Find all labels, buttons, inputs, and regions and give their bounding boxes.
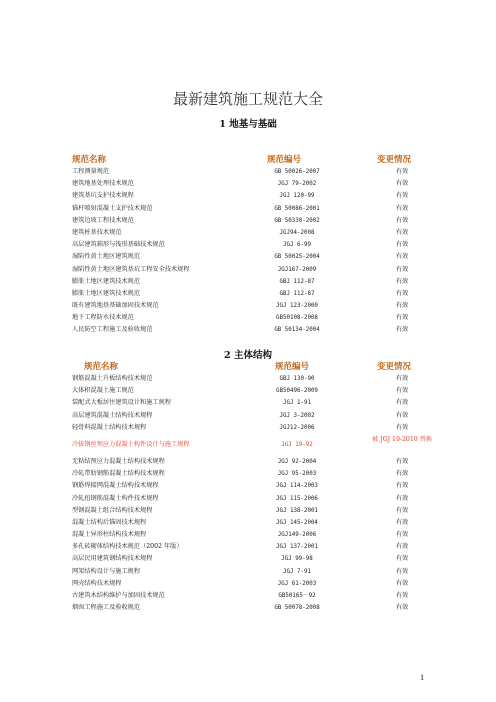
table-structure xyxy=(72,360,432,614)
table-row xyxy=(72,300,432,312)
section-title-foundation: 1 地基与基础 xyxy=(219,119,277,130)
spec-status: 有效 xyxy=(395,314,409,322)
spec-name: 钢筋混凝土升板结构技术规范 xyxy=(72,375,153,382)
table-row xyxy=(72,468,432,480)
table-row xyxy=(72,203,432,215)
spec-code: JGJ94-2008 xyxy=(279,229,315,236)
spec-status: 有效 xyxy=(395,494,409,502)
table-foundation xyxy=(72,153,432,337)
table-row xyxy=(72,434,432,456)
spec-code: JGJ 123-2000 xyxy=(276,303,318,310)
spec-name: 混凝土结构后锚固技术规程 xyxy=(72,518,147,526)
spec-name: 工程测量规范 xyxy=(72,168,110,175)
spec-status: 有效 xyxy=(395,604,409,612)
spec-code: JGJ 92-2004 xyxy=(277,458,317,465)
spec-name: 网壳结构技术规程 xyxy=(72,579,122,587)
section-title-structure: 2 主体结构 xyxy=(224,350,272,361)
spec-status: 有效 xyxy=(395,592,409,599)
spec-code: GB50496-2009 xyxy=(276,388,318,395)
spec-status: 有效 xyxy=(395,204,409,212)
spec-name: 既有建筑地基基础加固技术规范 xyxy=(72,302,159,310)
spec-status: 有效 xyxy=(395,168,409,175)
spec-code: JGJ 115-2006 xyxy=(276,495,318,502)
table-row xyxy=(72,178,432,190)
table-body xyxy=(72,373,432,614)
spec-name: 型钢混凝土组合结构技术规程 xyxy=(72,506,153,514)
spec-name: 高层建筑箱形与筏形基础技术规范 xyxy=(72,241,165,249)
spec-name: 混凝土异形柱结构技术规程 xyxy=(72,531,147,539)
table-row xyxy=(72,410,432,422)
header-code: 规范编号 xyxy=(267,155,302,165)
spec-name: 膨胀土地区建筑技术规范 xyxy=(72,277,141,285)
header-name: 规范名称 xyxy=(72,155,107,165)
spec-status: 有效 xyxy=(395,289,409,297)
spec-status: 有效 xyxy=(395,302,409,310)
spec-code: GB 50330-2002 xyxy=(274,217,320,224)
table-row xyxy=(72,480,432,492)
header-code: 规范编号 xyxy=(275,362,310,372)
spec-name: 冷拔钢丝预应力混凝土构件设计与施工规程 xyxy=(72,440,190,448)
spec-status: 有效 xyxy=(395,180,409,188)
spec-code: GB50108-2008 xyxy=(276,315,318,322)
spec-name: 大体积混凝土施工规范 xyxy=(72,387,134,395)
spec-name: 建筑桩基技术规范 xyxy=(72,228,122,236)
spec-status: 有效 xyxy=(395,277,409,285)
spec-name: 湿陷性黄土地区建筑规范 xyxy=(72,253,141,261)
page-number: 1 xyxy=(420,674,425,682)
table-row xyxy=(72,385,432,397)
header-status: 变更情况 xyxy=(377,362,412,372)
spec-code: JGJ 120-99 xyxy=(279,193,315,200)
spec-code: JGJ 19-92 xyxy=(281,441,313,448)
spec-code: JGJ 95-2003 xyxy=(277,471,317,478)
spec-code: JGJ167-2009 xyxy=(277,266,317,273)
document-title: 最新建筑施工规范大全 xyxy=(172,90,323,108)
table-row xyxy=(72,190,432,202)
table-row xyxy=(72,276,432,288)
table-row xyxy=(72,541,432,553)
table-row xyxy=(72,590,432,602)
spec-name: 冷轧扭钢筋混凝土构件技术规程 xyxy=(72,494,159,502)
spec-code: GB 50134-2004 xyxy=(274,327,320,334)
spec-code: GB 50026-2007 xyxy=(274,169,320,175)
spec-status: 有效 xyxy=(395,567,409,575)
spec-code: GB 50078-2008 xyxy=(274,605,320,612)
header-status: 变更情况 xyxy=(377,155,412,165)
spec-code: JGJ 1-91 xyxy=(283,400,311,407)
spec-name: 装配式大板居住建筑设计和施工规程 xyxy=(72,399,171,407)
spec-name: 无粘结预应力混凝土结构技术规程 xyxy=(72,457,165,465)
spec-name: 地下工程防水技术规范 xyxy=(72,314,134,322)
table-row xyxy=(72,227,432,239)
spec-status: 有效 xyxy=(395,265,409,273)
spec-name: 人民防空工程施工及验收规范 xyxy=(72,326,153,334)
table-row xyxy=(72,373,432,385)
table-row xyxy=(72,493,432,505)
table-row xyxy=(72,602,432,614)
spec-status: 有效 xyxy=(395,399,409,407)
spec-status: 有效 xyxy=(395,543,409,551)
spec-name: 湿陷性黄土地区建筑基坑工程安全技术规程 xyxy=(72,265,190,273)
table-row xyxy=(72,517,432,529)
spec-code: GBJ 112-87 xyxy=(279,290,315,297)
spec-name: 建筑基坑支护技术规程 xyxy=(72,192,134,200)
spec-status: 有效 xyxy=(395,241,409,249)
spec-status: 有效 xyxy=(395,457,409,465)
spec-status: 有效 xyxy=(395,506,409,514)
table-row xyxy=(72,324,432,336)
table-header xyxy=(72,360,432,373)
table-row xyxy=(72,288,432,300)
spec-code: GB 50086-2001 xyxy=(274,205,320,212)
table-row xyxy=(72,312,432,324)
spec-code: JGJ 99-98 xyxy=(281,556,313,563)
spec-code: JGJ 138-2001 xyxy=(276,507,318,514)
header-name: 规范名称 xyxy=(84,362,119,372)
spec-status: 有效 xyxy=(395,375,409,382)
spec-name: 锚杆喷射混凝土支护技术规范 xyxy=(72,204,153,212)
table-row xyxy=(72,166,432,178)
spec-code: GBJ 130-90 xyxy=(279,376,315,382)
spec-status: 有效 xyxy=(395,555,409,563)
spec-name: 高层建筑混凝土结构技术规程 xyxy=(72,411,153,419)
table-row xyxy=(72,397,432,409)
spec-status: 有效 xyxy=(395,216,409,224)
spec-status: 有效 xyxy=(395,470,409,478)
table-row xyxy=(72,456,432,468)
spec-code: JGJ 137-2001 xyxy=(276,544,318,551)
spec-name: 膨胀土地区建筑技术规范 xyxy=(72,289,141,297)
spec-name: 高层民用建筑钢结构技术规程 xyxy=(72,555,153,563)
table-row xyxy=(72,251,432,263)
spec-name: 钢筋焊接网混凝土结构技术规程 xyxy=(72,482,159,490)
spec-code: JGJ12-2006 xyxy=(279,424,315,431)
table-row xyxy=(72,529,432,541)
table-header xyxy=(72,153,432,166)
spec-name: 网架结构设计与施工规程 xyxy=(72,567,141,575)
spec-code: GB50165－92 xyxy=(278,593,316,599)
spec-status: 被 JGJ 19-2010 替换 xyxy=(372,435,433,443)
spec-code: JGJ 6-99 xyxy=(283,242,311,249)
spec-status: 有效 xyxy=(395,326,409,334)
spec-status: 有效 xyxy=(395,423,409,431)
spec-status: 有效 xyxy=(395,579,409,587)
table-row xyxy=(72,215,432,227)
spec-code: JGJ 3-2002 xyxy=(279,412,315,419)
spec-status: 有效 xyxy=(395,531,409,539)
table-row xyxy=(72,422,432,434)
spec-status: 有效 xyxy=(395,387,409,395)
spec-name: 轻骨料混凝土结构技术规程 xyxy=(72,423,147,431)
spec-code: JGJ 79-2002 xyxy=(277,181,317,188)
spec-name: 烟囱工程施工及验收规范 xyxy=(72,604,141,612)
spec-status: 有效 xyxy=(395,518,409,526)
table-row xyxy=(72,264,432,276)
spec-code: JGJ 61-2003 xyxy=(277,580,317,587)
spec-name: 冷轧带肋钢筋混凝土结构技术规程 xyxy=(72,470,165,478)
spec-status: 有效 xyxy=(395,228,409,236)
spec-name: 古建筑木结构维护与加固技术规范 xyxy=(72,592,165,599)
spec-code: JGJ 7-91 xyxy=(283,568,311,575)
spec-code: GBJ 112-87 xyxy=(279,278,315,285)
spec-status: 有效 xyxy=(395,411,409,419)
table-row xyxy=(72,578,432,590)
spec-code: JGJ 145-2004 xyxy=(276,519,318,526)
table-row xyxy=(72,505,432,517)
spec-code: JGJ149-2006 xyxy=(277,532,317,539)
table-row xyxy=(72,566,432,578)
spec-name: 多孔砖砌体结构技术规范（2002 年版） xyxy=(72,543,183,551)
spec-name: 建筑边坡工程技术规范 xyxy=(72,216,134,224)
spec-name: 建筑地基处理技术规范 xyxy=(72,180,134,188)
spec-status: 有效 xyxy=(395,482,409,490)
spec-code: GB 50025-2004 xyxy=(274,254,320,261)
table-row xyxy=(72,239,432,251)
table-row xyxy=(72,553,432,565)
spec-status: 有效 xyxy=(395,192,409,200)
spec-status: 有效 xyxy=(395,253,409,261)
spec-code: JGJ 114-2003 xyxy=(276,483,318,490)
table-body xyxy=(72,166,432,337)
